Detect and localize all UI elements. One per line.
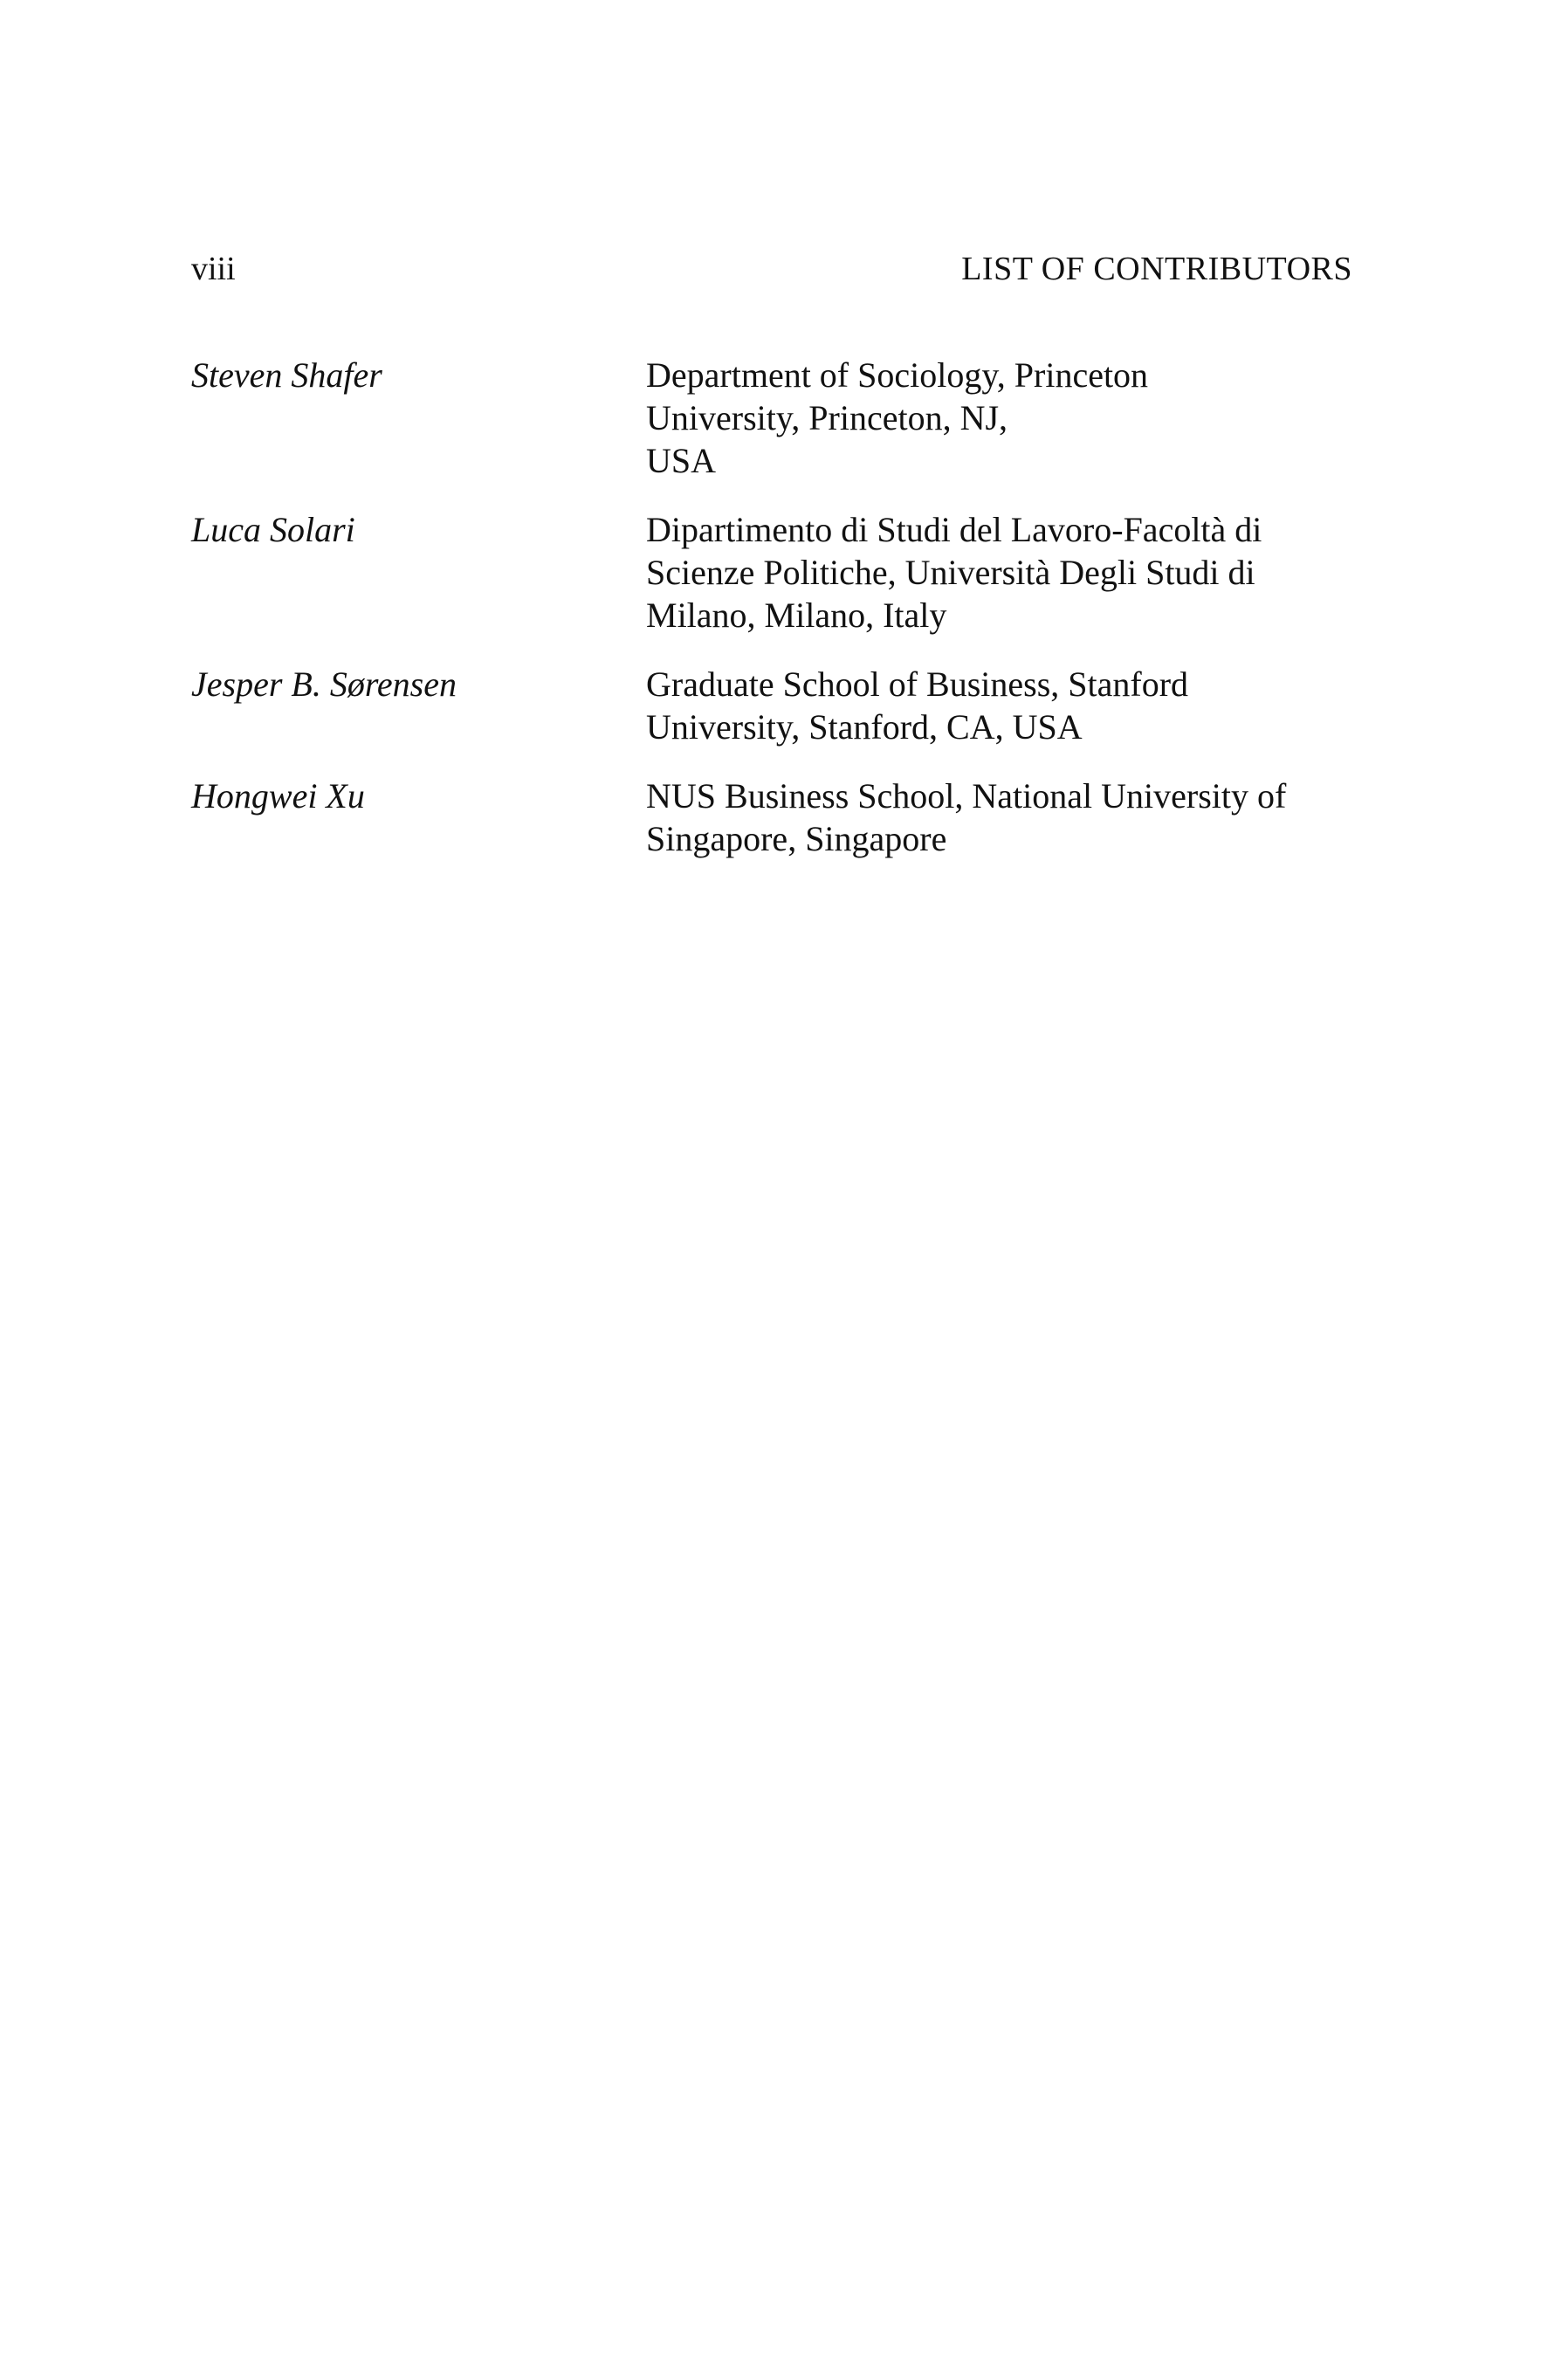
contributor-name: Hongwei Xu — [191, 776, 365, 816]
contributor-list — [191, 354, 1357, 886]
affiliation-line: NUS Business School, National University of — [646, 776, 1287, 816]
contributor-entry — [191, 354, 1357, 482]
affiliation-line: USA — [646, 441, 717, 480]
contributor-name: Luca Solari — [191, 510, 355, 549]
affiliation-line: Singapore, Singapore — [646, 819, 947, 858]
contributor-affiliation — [646, 663, 1357, 748]
page-number: viii — [191, 251, 236, 287]
running-title: LIST OF CONTRIBUTORS — [961, 251, 1352, 287]
contributor-affiliation — [646, 354, 1357, 482]
running-head — [191, 247, 1352, 291]
contributor-name: Jesper B. Sørensen — [191, 664, 457, 704]
contributor-entry — [191, 508, 1357, 637]
contributor-affiliation — [646, 508, 1357, 637]
affiliation-line: Dipartimento di Studi del Lavoro-Facoltà di — [646, 510, 1262, 549]
contributor-entry — [191, 774, 1357, 860]
contributor-entry — [191, 663, 1357, 748]
affiliation-line: Scienze Politiche, Università Degli Studi di — [646, 553, 1255, 592]
affiliation-line: University, Princeton, NJ, — [646, 398, 1008, 437]
affiliation-line: Milano, Milano, Italy — [646, 595, 947, 635]
affiliation-line: University, Stanford, CA, USA — [646, 707, 1083, 747]
affiliation-line: Department of Sociology, Princeton — [646, 355, 1149, 395]
contributor-name: Steven Shafer — [191, 355, 382, 395]
contributor-affiliation — [646, 774, 1357, 860]
affiliation-line: Graduate School of Business, Stanford — [646, 664, 1189, 704]
